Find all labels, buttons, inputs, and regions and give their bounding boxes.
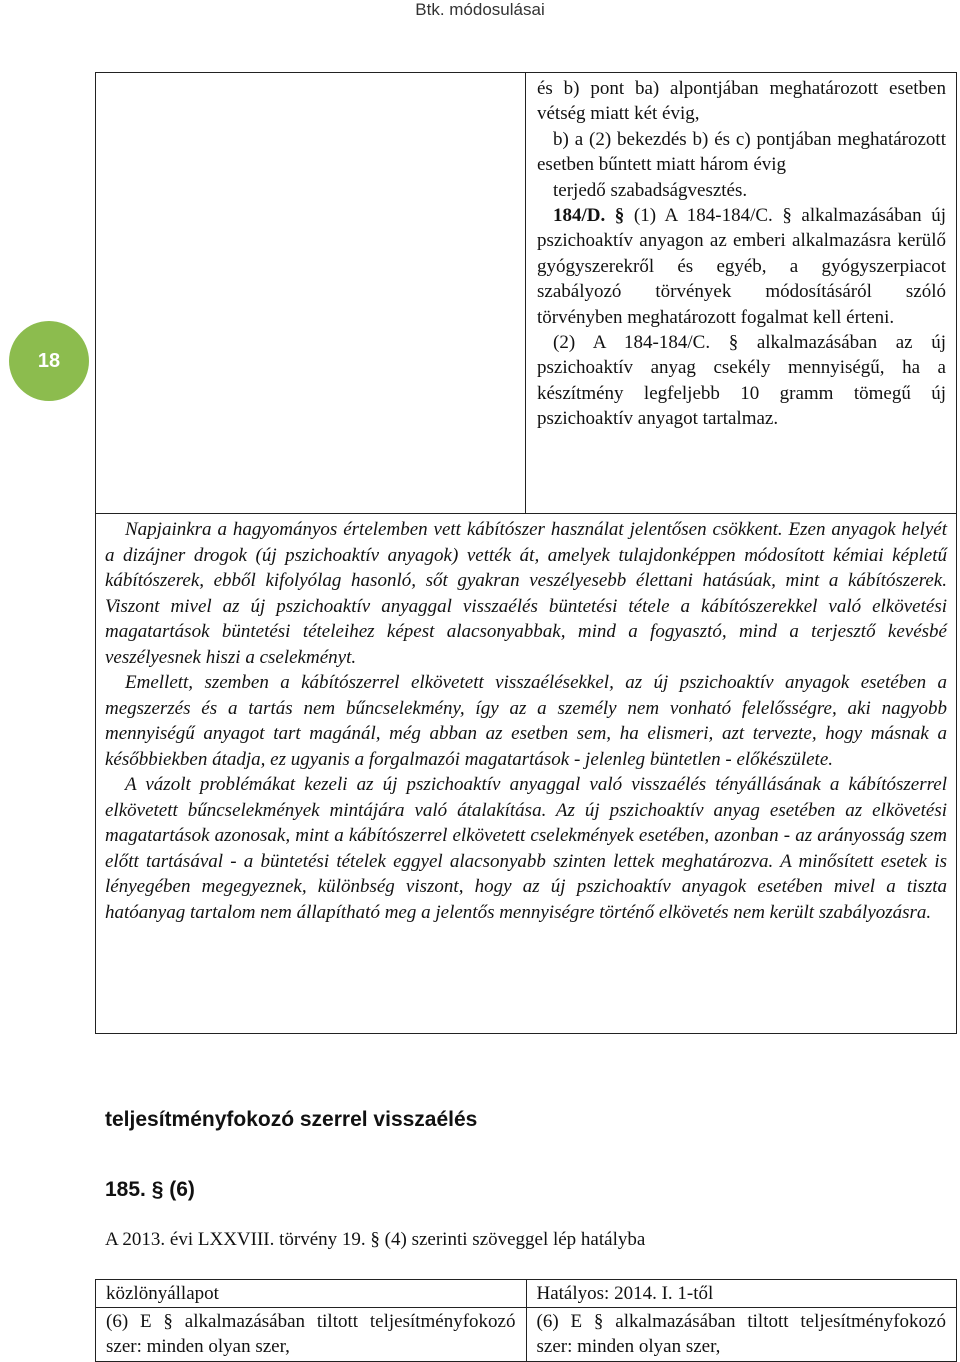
table-row: [96, 1308, 957, 1362]
law-text-line: (1) A 184-184/C. § alkalmazásában új pszichoaktív anyagon az emberi alkalmazásra kerülő gyógyszerekről és egyéb, a gyógyszerpiacot szabályozó törvények módosításáról szóló törvényben meghatározott fogalmat kell érteni.: [537, 205, 946, 328]
section-number-heading: 185. § (6): [105, 1178, 195, 1201]
law-text-line: b) a (2) bekezdés b) és c) pontjában meghatározott esetben bűntett miatt három évig: [537, 128, 946, 176]
table-header-row: [96, 1280, 957, 1308]
commentary-paragraph: A vázolt problémákat kezeli az új pszichoaktív anyaggal való visszaélés tényállásának a kábítószerrel elkövetett bűncselekmények mintájára való átalakítása. Az új pszichoaktív anyag esetében az elkövetési magatartások azonosak, mint a kábítószerrel elkövetett cselekmények esetében, azonban - az arányosság szem előtt tartásával - a büntetési tételek eggyel alacsonyabb szinten lettek meghatározva. A minősített esetek is lényegében megegyeznek, különbség viszont, hogy az új pszichoaktív anyagok esetében mivel a tiszta hatóanyag tartalom nem állapítható meg a jelentős mennyiségre történő elkövetés nem került szabályozásra.: [105, 774, 947, 923]
law-text-line: terjedő szabadságvesztés.: [553, 179, 748, 201]
commentary-paragraph: Emellett, szemben a kábítószerrel elkövetett visszaélésekkel, az új pszichoaktív anyagok esetében a megszerzés és a tartás nem bűncselekmény, így az a személy nem vonható felelősségre, aki nagyobb mennyiségű anyagot tart magánál, még abban az esetben sem, ha elismeri, azt tervezte, hogy másnak a későbbiekben átadja, ez ugyanis a forgalmazói magatartások - jelenleg büntetlen - előkészülete.: [105, 672, 947, 770]
page-header: Btk. módosulásai: [415, 0, 545, 19]
section-number: 184/D. §: [553, 205, 625, 227]
law-text-column: [537, 76, 946, 432]
table-header-cell: Hatályos: 2014. I. 1-től: [526, 1280, 957, 1308]
effective-note: A 2013. évi LXXVIII. törvény 19. § (4) szerinti szöveggel lép hatályba: [105, 1229, 646, 1250]
commentary-block: [105, 517, 947, 925]
comparison-table: [95, 1279, 957, 1362]
section-heading: teljesítményfokozó szerrel visszaélés: [105, 1108, 478, 1131]
table-cell: (6) E § alkalmazásában tiltott teljesítményfokozó szer: minden olyan szer,: [526, 1308, 957, 1362]
table-header-cell: közlönyállapot: [96, 1280, 527, 1308]
law-section-184d: [537, 203, 946, 330]
row-divider: [95, 513, 957, 514]
law-text-line: (2) A 184-184/C. § alkalmazásában az új pszichoaktív anyag csekély mennyiségű, ha a készítmény legfeljebb 10 gramm tömegű új pszichoaktív anyagot tartalmaz.: [537, 332, 946, 430]
table-cell: (6) E § alkalmazásában tiltott teljesítményfokozó szer: minden olyan szer,: [96, 1308, 527, 1362]
commentary-paragraph: Napjainkra a hagyományos értelemben vett kábítószer használat jelentősen csökkent. Ezen anyagok helyét a dizájner drogok (új pszichoaktív anyagok) vették át, amelyek tulajdonképpen módosított kémiai képletű kábítószerek, ebből kifolyólag hasonló, sőt gyakran veszélyesebb élettani hatásúak, mint a kábítószerek. Viszont mivel az új pszichoaktív anyaggal visszaélés büntetési tétele a kábítószerekkel való elkövetési magatartások büntetési tételeihez képest alacsonyabbak, mind a fogyasztó, mind a terjesztő kevésbé veszélyesnek hiszi a cselekményt.: [105, 519, 947, 668]
law-text-line: és b) pont ba) alpontjában meghatározott esetben vétség miatt két évig,: [537, 78, 946, 125]
page-number-badge: 18: [9, 321, 89, 401]
column-divider: [525, 72, 526, 514]
